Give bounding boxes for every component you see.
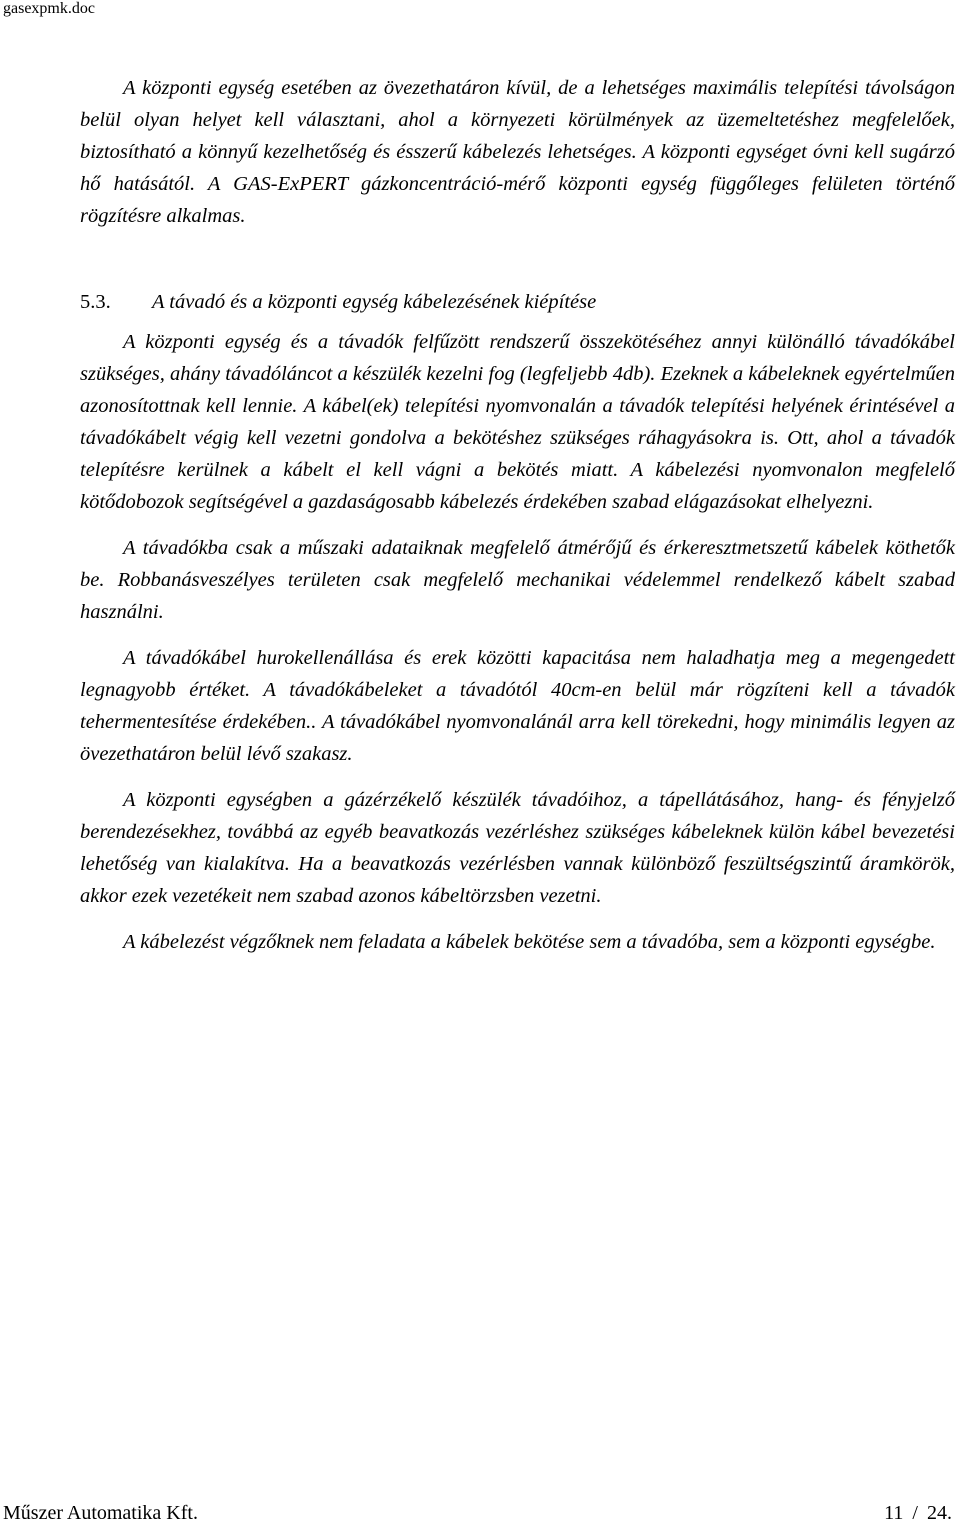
paragraph-cable-specs: A távadókba csak a műszaki adataiknak megfelelő átmérőjű és érkeresztmetszetű kábelek köthetők be. Robbanásveszélyes területen csak megfelelő mechanikai védelemmel rendelkező kábelt szabad használni. <box>80 537 955 623</box>
paragraph-loop-resistance: A távadókábel hurokellenállása és erek közötti kapacitása nem haladhatja meg a megengedett legnagyobb értéket. A távadókábeleket a távadótól 40cm-en belül már rögzíteni kell a távadók tehermentesítése érdekében.. A távadókábel nyomvonalánál arra kell törekedni, hogy minimális legyen az övezethatáron belül lévő szakasz. <box>80 647 955 765</box>
paragraph-cable-entries: A központi egységben a gázérzékelő készülék távadóihoz, a tápellátásához, hang- és fényjelző berendezésekhez, továbbá az egyéb beavatkozás vezérléshez szükséges kábeleknek külön kábel bevezetési lehetőség van kialakítva. Ha a beavatkozás vezérlésben vannak különböző feszültségszintű áramkörök, akkor ezek vezetékeit nem szabad azonos kábeltörzsben vezetni. <box>80 789 955 907</box>
spacer <box>80 770 955 784</box>
section-number: 5.3. <box>80 291 111 313</box>
spacer <box>80 232 955 286</box>
spacer <box>80 518 955 532</box>
section-heading <box>80 286 955 318</box>
spacer <box>80 318 955 326</box>
document-filename: gasexpmk.doc <box>3 0 95 17</box>
spacer <box>80 628 955 642</box>
spacer <box>80 912 955 926</box>
footer-page-number: 11 / 24. <box>884 1502 952 1524</box>
paragraph-cabling-requirements: A központi egység és a távadók felfűzött rendszerű összekötéséhez annyi különálló távadókábel szükséges, ahány távadóláncot a készülék kezelni fog (legfeljebb 4db). Ezeknek a kábeleknek egyértelműen azonosítottnak kell lennie. A kábel(ek) telepítési nyomvonalán a távadók telepítési helyének érintésével a távadókábelt végig kell vezetni gondolva a bekötéshez szükséges ráhagyásokra is. Ott, ahol a távadók telepítésre kerülnek a kábelt el kell vágni a bekötés miatt. A kábelezési nyomvonalon megfelelő kötődobozok segítségével a gazdaságosabb kábelezés érdekében szabad elágazásokat elhelyezni. <box>80 331 955 513</box>
page-content <box>80 72 955 958</box>
paragraph-central-unit-location: A központi egység esetében az övezethatáron kívül, de a lehetséges maximális telepítési távolságon belül olyan helyet kell választani, ahol a környezeti körülmények az üzemeltetéshez megfelelőek, biztosítható a könnyű kezelhetőség és ésszerű kábelezés lehetséges. A központi egységet óvni kell sugárzó hő hatásától. A GAS-ExPERT gázkoncentráció-mérő központi egység függőleges felületen történő rögzítésre alkalmas. <box>80 77 955 227</box>
footer-company-name: Műszer Automatika Kft. <box>3 1502 198 1524</box>
paragraph-installer-note: A kábelezést végzőknek nem feladata a kábelek bekötése sem a távadóba, sem a központi egységbe. <box>123 931 936 953</box>
section-title: A távadó és a központi egység kábelezésének kiépítése <box>152 291 597 313</box>
